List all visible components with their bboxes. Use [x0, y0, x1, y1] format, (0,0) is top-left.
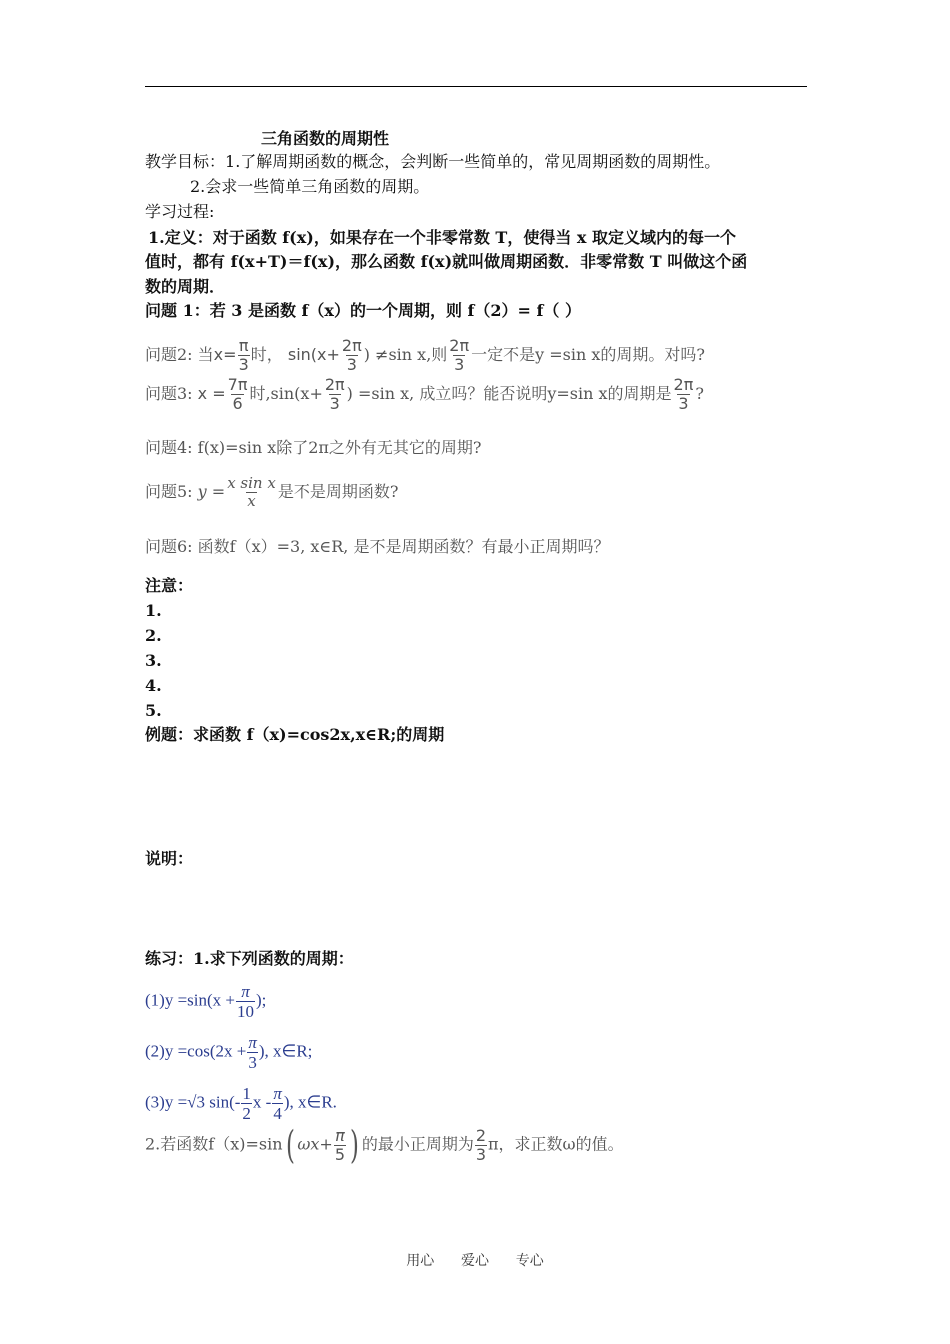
question-3: [145, 377, 704, 412]
q3-text-4: ?: [695, 384, 704, 403]
ex3-fraction-half: $\frac{1}{2}$: [242, 1084, 251, 1123]
q2-fraction-pi-3: $\frac{\pi}{3}$: [238, 336, 249, 374]
ex2-text-a: (2)y =cos(2x +: [145, 1041, 247, 1061]
note-item-3: 3.: [145, 651, 162, 670]
exercise-1: [145, 983, 266, 1020]
ex2-fraction: $\frac{\pi}{3}$: [248, 1033, 257, 1072]
ex1-fraction: $\frac{\pi}{10}$: [237, 982, 254, 1021]
q2-text-4: 一定不是y =sin x的周期。对吗?: [471, 345, 705, 364]
q2-sin: sin(x+: [287, 345, 340, 364]
ex1-text-a: (1)y =sin(x +: [145, 990, 235, 1010]
q5-y: y =: [197, 482, 226, 501]
explain-label: 说明：: [145, 849, 194, 868]
note-label: 注意：: [145, 576, 194, 595]
definition-line-2: 值时，都有 f(x+T)＝f(x)，那么函数 f(x)就叫做周期函数．非零常数 T 叫做这个函: [145, 252, 748, 271]
q3-text-1: x =: [197, 384, 226, 403]
question-5: [145, 476, 398, 509]
ex3-text-a: (3)y =√3 sin(-: [145, 1092, 241, 1112]
exercise-4: [145, 1123, 624, 1167]
question-6: 问题6: 函数f（x）=3, x∈R, 是不是周期函数？有最小正周期吗？: [145, 537, 610, 556]
ex3-text-b: x -: [252, 1092, 272, 1112]
header-rule: [145, 86, 807, 87]
ex4-fraction-pi-5: $\frac{\pi}{5}$: [334, 1125, 345, 1164]
goal-1: 1.了解周期函数的概念，会判断一些简单的，常见周期函数的周期性。: [225, 152, 721, 171]
goal-2: 2.会求一些简单三角函数的周期。: [190, 177, 430, 196]
example: 例题：求函数 f（x)=cos2x,x∈R;的周期: [145, 725, 445, 744]
q3-text-2: 时,sin(x+: [249, 384, 323, 403]
q2-label: 问题2:: [145, 345, 193, 364]
exercise-3: [145, 1085, 337, 1122]
goal-line-1: [145, 151, 720, 173]
q5-tail: 是不是周期函数?: [277, 482, 399, 501]
q2-text-1: 当x=: [197, 345, 237, 364]
q2-text-2: 时，: [250, 345, 283, 364]
ex3-text-c: ), x∈R.: [283, 1092, 337, 1112]
ex4-text-c: π，求正数ω的值。: [488, 1134, 624, 1154]
process-label: 学习过程:: [145, 202, 215, 221]
question-2: [145, 338, 705, 373]
note-item-1: 1.: [145, 601, 162, 620]
ex4-fraction-2-3: $\frac{2}{3}$: [475, 1125, 487, 1164]
exercise-label: 练习：1.求下列函数的周期：: [145, 949, 354, 968]
page-title: 三角函数的周期性: [261, 129, 390, 148]
exercise-2: [145, 1034, 312, 1071]
q5-label: 问题5:: [145, 482, 193, 501]
ex4-text-a: 2.若函数f（x)=sin: [145, 1134, 283, 1154]
q3-label: 问题3:: [145, 384, 193, 403]
ex2-text-b: ), x∈R;: [258, 1041, 313, 1061]
right-paren: ): [349, 1123, 359, 1167]
ex1-text-b: );: [256, 990, 267, 1010]
note-item-5: 5.: [145, 701, 162, 720]
ex3-fraction-pi-4: $\frac{\pi}{4}$: [273, 1084, 282, 1123]
note-item-4: 4.: [145, 676, 162, 695]
definition-line-3: 数的周期．: [145, 277, 226, 296]
goals-label: 教学目标：: [145, 152, 226, 171]
ex4-inner: ωx+: [297, 1134, 333, 1154]
note-item-2: 2.: [145, 626, 162, 645]
q5-fraction: $\frac{\text{x sin x}}{x}$: [227, 474, 276, 510]
q3-fraction-2pi-3b: $\frac{2\pi}{3}$: [673, 375, 694, 413]
page-footer: 用心 爱心 专心: [406, 1253, 544, 1269]
ex4-text-b: 的最小正周期为: [361, 1134, 474, 1154]
q2-fraction-2pi-3b: $\frac{2\pi}{3}$: [449, 336, 470, 374]
q3-text-3: ) =sin x, 成立吗？能否说明y=sin x的周期是: [346, 384, 672, 403]
q2-text-3: ) ≠sin x,则: [363, 345, 448, 364]
question-4: 问题4: f(x)=sin x除了2π之外有无其它的周期?: [145, 438, 482, 457]
q2-fraction-2pi-3: $\frac{2\pi}{3}$: [341, 336, 362, 374]
left-paren: (: [285, 1123, 295, 1167]
definition-line-1: 1.定义：对于函数 f(x)，如果存在一个非零常数 T，使得当 x 取定义域内的每一个: [148, 228, 736, 247]
q3-fraction-7pi-6: $\frac{7\pi}{6}$: [227, 375, 248, 413]
q3-fraction-2pi-3: $\frac{2\pi}{3}$: [324, 375, 345, 413]
question-1: 问题 1：若 3 是函数 f（x）的一个周期，则 f（2）= f（ ）: [145, 301, 581, 320]
